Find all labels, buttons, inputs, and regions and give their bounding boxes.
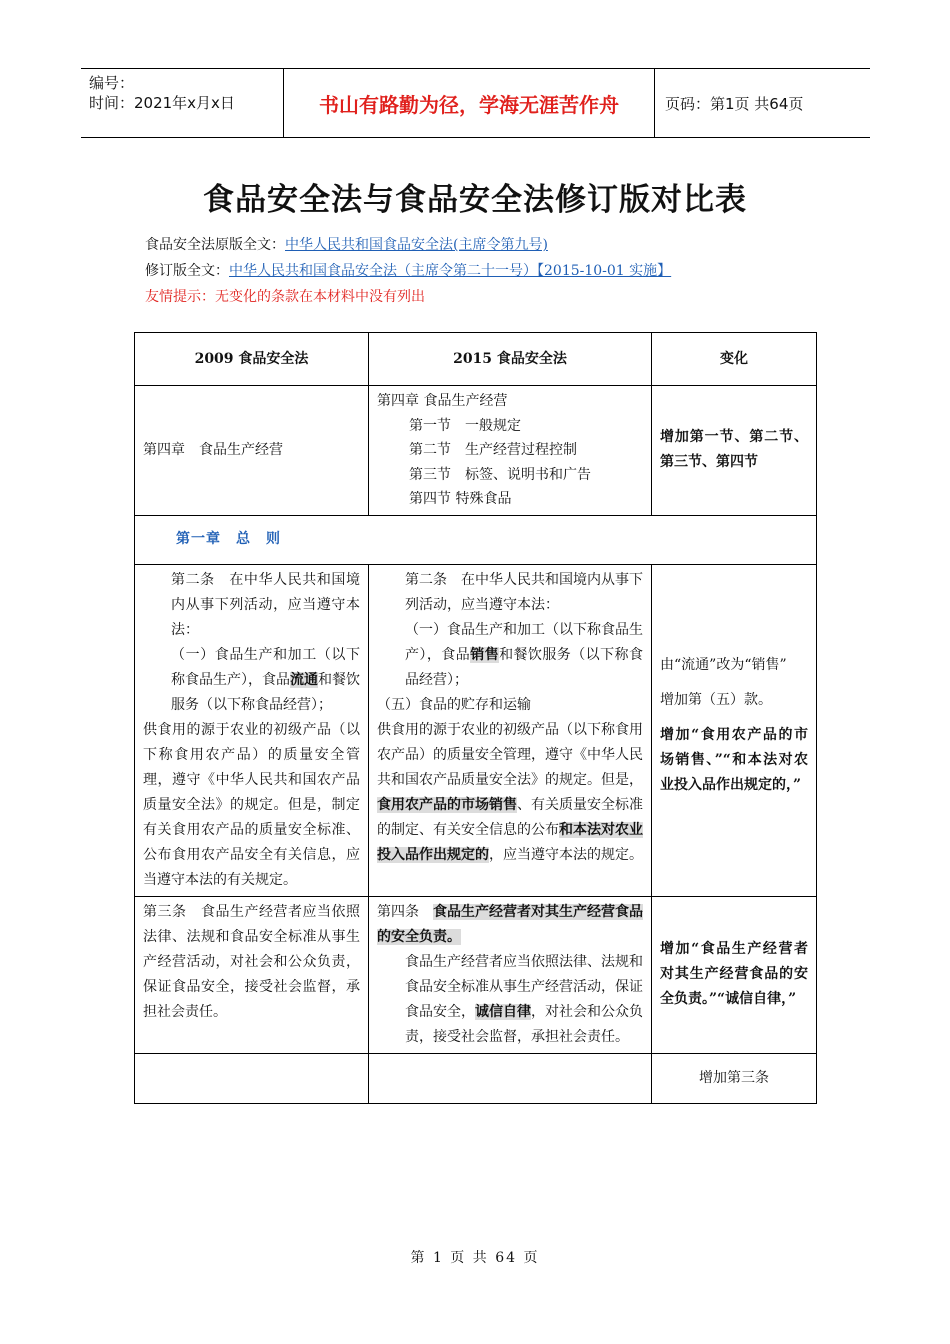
old-para: 供食用的源于农业的初级产品（以下称食用农产品）的质量安全管理，遵守《中华人民共和国农产品质量安全法》的规定。但是，制定有关食用农产品的质量安全标准、公布食用农产品安全有关信息，应当遵守本法的有关规定。 (143, 721, 360, 888)
revised-law-link[interactable]: 中华人民共和国食品安全法（主席令第二十一号）【2015-10-01 实施】 (229, 263, 672, 279)
new-text (369, 564, 652, 896)
header-meta (89, 73, 284, 113)
page-footer: 第 1 页 共 64 页 (410, 1250, 540, 1266)
page-header (81, 68, 870, 138)
header-motto: 书山有路勤为径，学海无涯苦作舟 (283, 69, 655, 137)
section-item: 第二节 生产经营过程控制 (409, 442, 577, 458)
new-text (369, 1053, 652, 1103)
new-text (369, 896, 652, 1053)
highlight: 食品生产经营者对其生产经营食品的安全负责。 (377, 903, 643, 945)
comparison-table (134, 332, 817, 1104)
new-para: 第二条 在中华人民共和国境内从事下列活动，应当遵守本法： (405, 571, 643, 613)
old-para: 第二条 在中华人民共和国境内从事下列活动，应当遵守本法： (171, 571, 360, 638)
new-text (369, 386, 652, 516)
highlight: 和本法对农业投入品作出规定的 (377, 821, 643, 863)
change-text: 增加“食品生产经营者对其生产经营食品的安全负责。”“诚信自律，” (652, 896, 817, 1053)
header-change: 变化 (652, 333, 817, 386)
chapter-heading: 第一章 总 则 (176, 531, 281, 547)
section-item: 第四节 特殊食品 (409, 491, 512, 507)
header-page-info: 页码：第1页 共64页 (665, 94, 804, 113)
change-note: 增加第（五）款。 (660, 691, 772, 708)
old-text: 第四章 食品生产经营 (135, 386, 369, 516)
header-2009: 2009 食品安全法 (135, 333, 369, 386)
number-label: 编号： (89, 74, 135, 92)
original-prefix: 食品安全法原版全文： (145, 237, 285, 253)
table-header-row (135, 333, 817, 386)
new-para: 第四条 食品生产经营者对其生产经营食品的安全负责。 (377, 903, 643, 945)
old-para: （一）食品生产和加工（以下称食品生产），食品流通和餐饮服务（以下称食品经营）； (171, 646, 360, 713)
table-row (135, 896, 817, 1053)
header-2015: 2015 食品安全法 (369, 333, 652, 386)
highlight: 诚信自律 (475, 1003, 531, 1020)
highlight: 食用农产品的市场销售 (377, 796, 517, 813)
revised-law-line (145, 260, 671, 280)
highlight: 销售 (470, 646, 500, 663)
table-row (135, 564, 817, 896)
old-text (135, 564, 369, 896)
new-para: 食品生产经营者应当依照法律、法规和食品安全标准从事生产经营活动，保证食品安全，诚信自律，对社会和公众负责，接受社会监督，承担社会责任。 (405, 953, 643, 1045)
original-law-line (145, 234, 548, 254)
chapter-row (135, 515, 817, 564)
old-text (135, 1053, 369, 1103)
old-text: 第三条 食品生产经营者应当依照法律、法规和食品安全标准从事生产经营活动，对社会和公众负责，保证食品安全，接受社会监督，承担社会责任。 (135, 896, 369, 1053)
friendly-tip: 友情提示：无变化的条款在本材料中没有列出 (145, 289, 425, 305)
document-title: 食品安全法与食品安全法修订版对比表 (203, 182, 747, 218)
original-law-link[interactable]: 中华人民共和国食品安全法(主席令第九号) (285, 237, 548, 253)
section-item: 第三节 标签、说明书和广告 (409, 466, 591, 483)
highlight: 流通 (290, 671, 318, 688)
date-label: 时间：2021年x月x日 (89, 94, 235, 112)
change-note: 增加“食用农产品的市场销售、”“和本法对农业投入品作出规定的，” (660, 726, 808, 793)
change-text (652, 564, 817, 896)
table-row (135, 1053, 817, 1103)
revised-prefix: 修订版全文： (145, 263, 229, 279)
change-text: 增加第一节、第二节、第三节、第四节 (652, 386, 817, 516)
new-chapter-title: 第四章 食品生产经营 (377, 393, 508, 409)
change-note: 由“流通”改为“销售” (660, 656, 787, 673)
new-para: （五）食品的贮存和运输 (377, 696, 531, 713)
new-para: 供食用的源于农业的初级产品（以下称食用农产品）的质量安全管理，遵守《中华人民共和国农产品质量安全法》的规定。但是，食用农产品的市场销售、有关质量安全标准的制定、有关安全信息的公布和本法对农业投入品作出规定的，应当遵守本法的规定。 (377, 721, 643, 863)
new-para: （一）食品生产和加工（以下称食品生产），食品销售和餐饮服务（以下称食品经营）； (405, 621, 643, 688)
section-item: 第一节 一般规定 (409, 417, 521, 434)
change-text: 增加第三条 (652, 1053, 817, 1103)
table-row (135, 386, 817, 516)
